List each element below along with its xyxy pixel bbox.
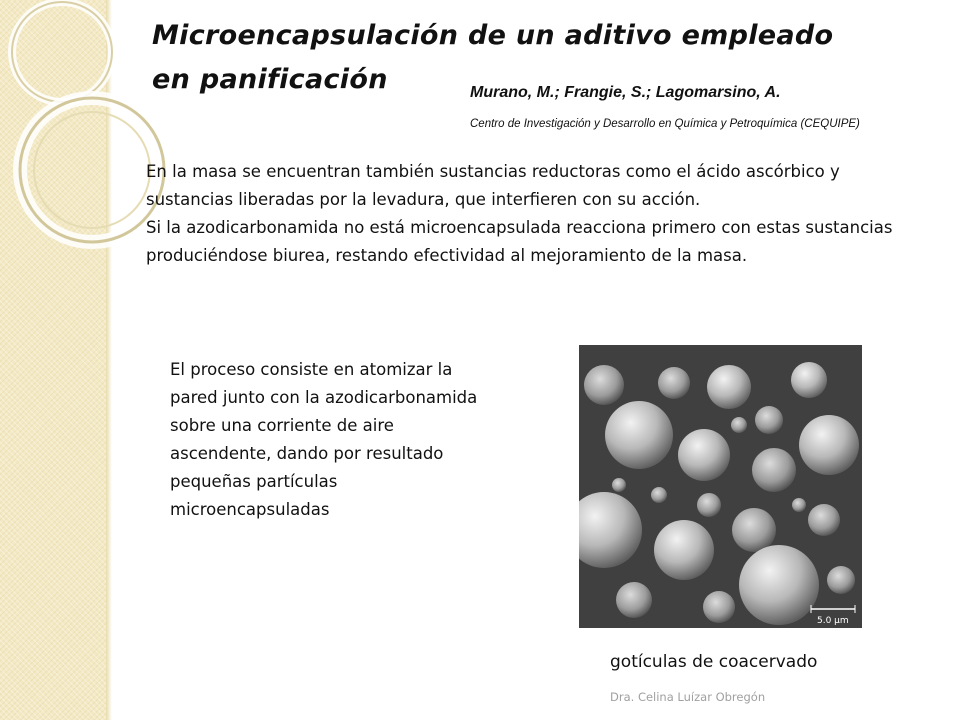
title-line-2: en panificación xyxy=(152,64,388,95)
micrograph-drawing xyxy=(579,345,862,628)
footer-author: Dra. Celina Luízar Obregón xyxy=(610,690,766,704)
process-description: El proceso consiste en atomizar la pared junto con la azodicarbonamida sobre una corriente de aire ascendente, dando por resultado pequeñas partículas microencapsuladas xyxy=(170,360,478,519)
authors: Murano, M.; Frangie, S.; Lagomarsino, A. xyxy=(470,84,781,101)
scale-bar-label: 5.0 µm xyxy=(817,616,849,626)
institution: Centro de Investigación y Desarrollo en Química y Petroquímica (CEQUIPE) xyxy=(470,118,860,130)
paragraph-1: En la masa se encuentran también sustancias reductoras como el ácido ascórbico y sustancias liberadas por la levadura, que interfieren con su acción. xyxy=(146,162,840,209)
image-caption: gotículas de coacervado xyxy=(610,652,818,672)
title-line-1: Microencapsulación de un aditivo empleado xyxy=(152,20,834,51)
body-text xyxy=(146,158,906,270)
micrograph-image xyxy=(579,345,862,628)
paragraph-2: Si la azodicarbonamida no está microencapsulada reacciona primero con estas sustancias produciéndose biurea, restando efectividad al mejoramiento de la masa. xyxy=(146,218,893,265)
